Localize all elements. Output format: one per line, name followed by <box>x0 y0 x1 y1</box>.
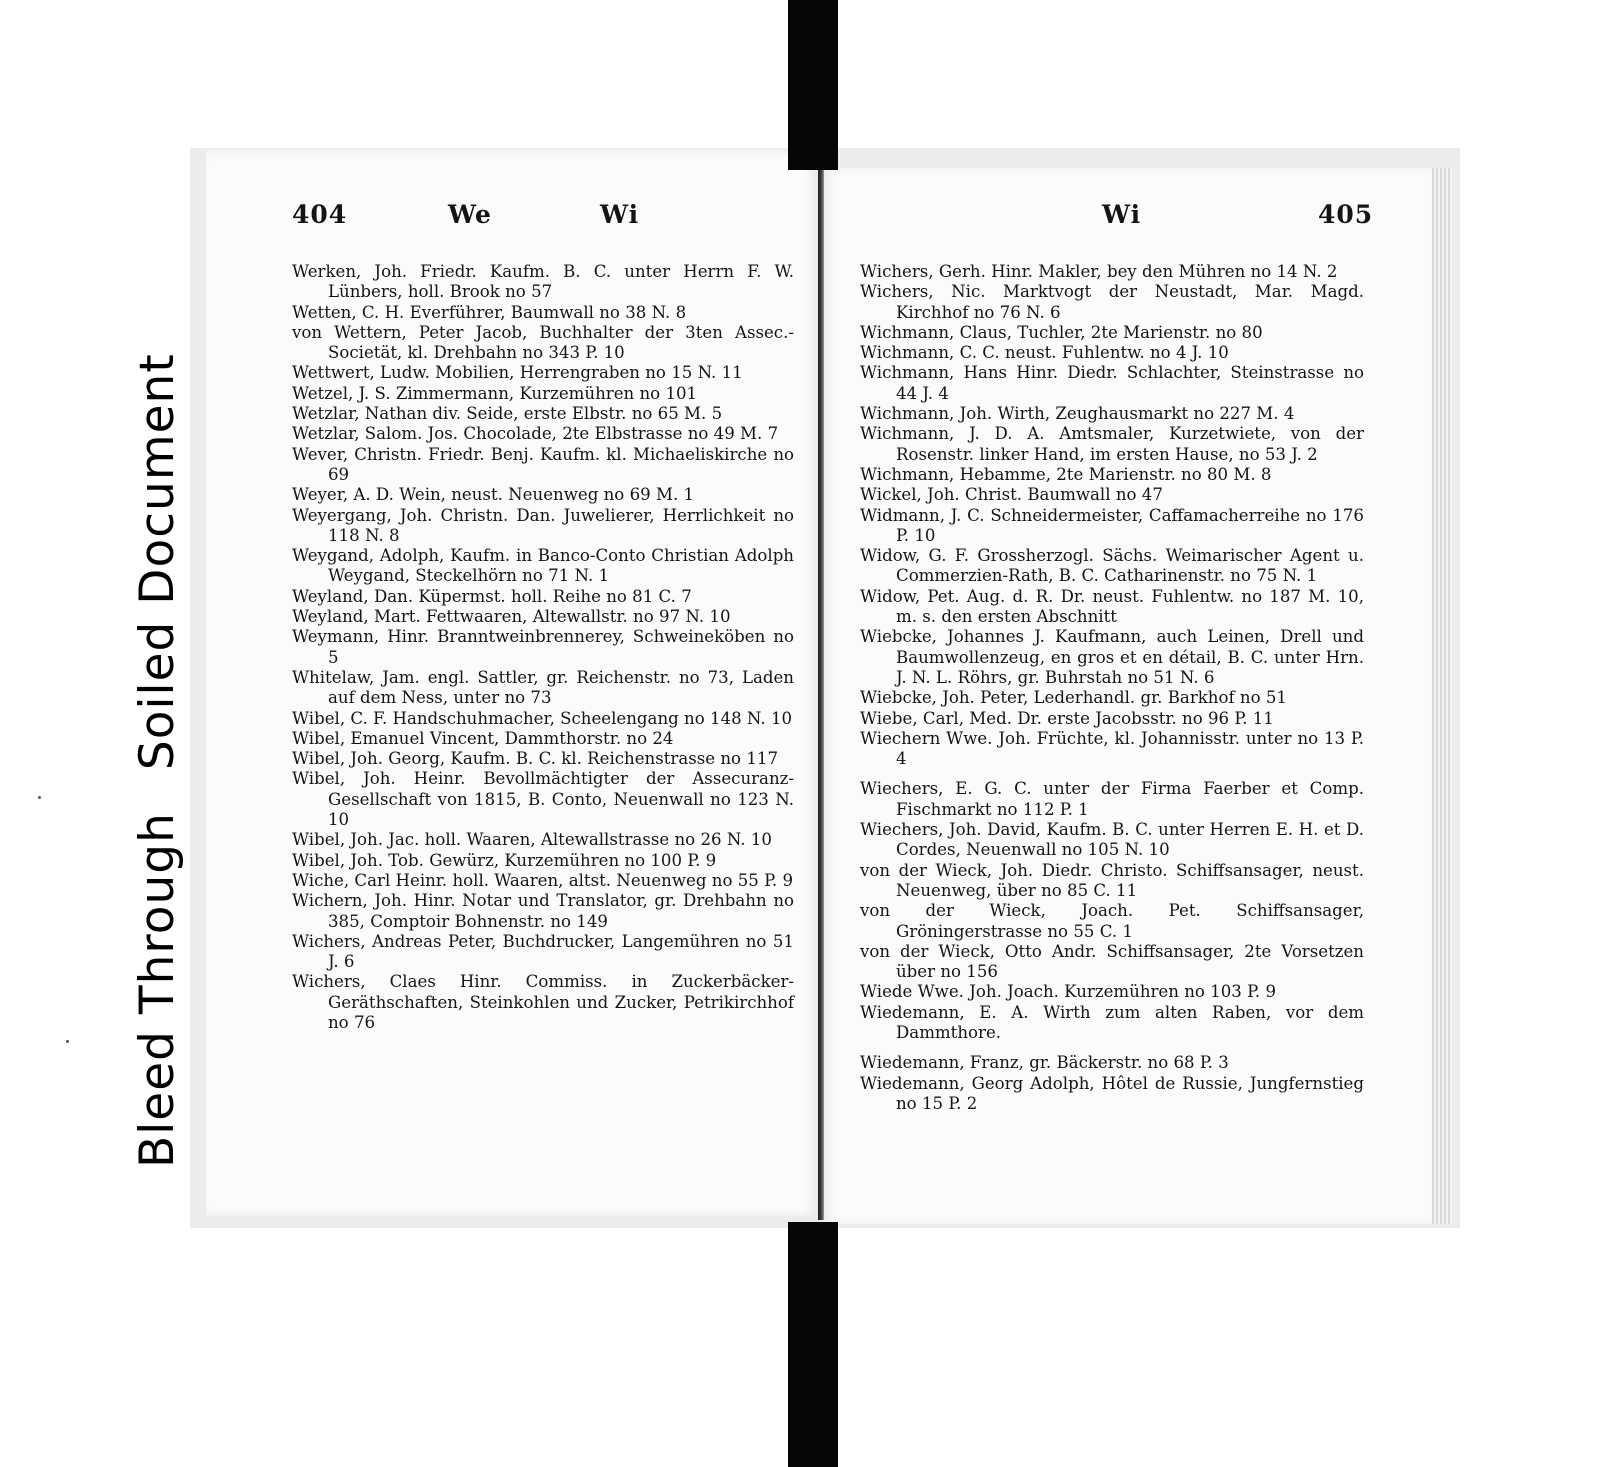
stamp-soiled-document: Soiled Document <box>130 353 185 771</box>
directory-entry: Wichmann, Hebamme, 2te Marienstr. no 80 M. 8 <box>860 464 1272 484</box>
scanner-clip-bottom <box>788 1222 838 1467</box>
scanner-clip-top <box>788 0 838 170</box>
directory-entry: Wettwert, Ludw. Mobilien, Herrengraben no 15 N. 11 <box>292 363 743 383</box>
directory-entry: Weyer, A. D. Wein, neust. Neuenweg no 69 M. 1 <box>292 485 695 505</box>
directory-entry: Wichers, Claes Hinr. Commiss. in Zuckerbäcker-Geräthschaften, Steinkohlen und Zucker, Petrikirchhof no 76 <box>292 972 794 1032</box>
bleed-through-soiled-stamp <box>130 168 186 1168</box>
directory-entry: Wetzel, J. S. Zimmermann, Kurzemühren no 101 <box>292 383 698 403</box>
directory-entry: Wichmann, Claus, Tuchler, 2te Marienstr. no 80 <box>860 322 1263 342</box>
directory-entry: von Wettern, Peter Jacob, Buchhalter der 3ten Assec.-Societät, kl. Drehbahn no 343 P. 10 <box>292 322 794 363</box>
left-page-number: 404 <box>292 200 348 229</box>
directory-entry: Wichers, Nic. Marktvogt der Neustadt, Mar. Magd. Kirchhof no 76 N. 6 <box>860 282 1364 322</box>
directory-entry: Wibel, Emanuel Vincent, Dammthorstr. no 24 <box>292 728 674 748</box>
directory-entry: Weyland, Mart. Fettwaaren, Altewallstr. no 97 N. 10 <box>292 607 731 627</box>
speck-mark <box>66 1040 69 1043</box>
directory-entry: Wiche, Carl Heinr. holl. Waaren, altst. Neuenweg no 55 P. 9 <box>292 870 794 890</box>
directory-entry: Wever, Christn. Friedr. Benj. Kaufm. kl. Michaeliskirche no 69 <box>292 444 794 484</box>
directory-entry: Wetten, C. H. Everführer, Baumwall no 38 N. 8 <box>292 302 687 322</box>
directory-entry: Wiede Wwe. Joh. Joach. Kurzemühren no 103 P. 9 <box>860 982 1277 1002</box>
directory-entry: Wiedemann, E. A. Wirth zum alten Raben, vor dem Dammthore. <box>860 1002 1364 1042</box>
book-gutter <box>818 170 824 1220</box>
right-page-header <box>860 200 1374 240</box>
directory-entry: Wetzlar, Salom. Jos. Chocolade, 2te Elbstrasse no 49 M. 7 <box>292 424 779 444</box>
directory-entry: Wibel, Joh. Georg, Kaufm. B. C. kl. Reichenstrasse no 117 <box>292 749 778 769</box>
left-header-wi: Wi <box>600 200 640 229</box>
speck-mark <box>38 796 41 799</box>
directory-entry: Wibel, Joh. Tob. Gewürz, Kurzemühren no 100 P. 9 <box>292 850 717 870</box>
directory-entry: Wichmann, J. D. A. Amtsmaler, Kurzetwiete, von der Rosenstr. linker Hand, im ersten Hause, no 53 J. 2 <box>860 424 1364 464</box>
left-header-we: We <box>448 200 492 229</box>
right-header-wi: Wi <box>1102 200 1142 229</box>
right-page-number: 405 <box>1318 200 1374 229</box>
directory-entry: Wiechern Wwe. Joh. Früchte, kl. Johannisstr. unter no 13 P. 4 <box>860 728 1364 769</box>
directory-entry: Wichmann, Hans Hinr. Diedr. Schlachter, Steinstrasse no 44 J. 4 <box>860 363 1364 403</box>
directory-entry: Wickel, Joh. Christ. Baumwall no 47 <box>860 485 1163 505</box>
directory-entry: Wiechers, E. G. C. unter der Firma Faerber et Comp. Fischmarkt no 112 P. 1 <box>860 779 1364 819</box>
directory-entry: Wiebe, Carl, Med. Dr. erste Jacobsstr. no 96 P. 11 <box>860 708 1274 728</box>
directory-entry: Wibel, Joh. Jac. holl. Waaren, Altewallstrasse no 26 N. 10 <box>292 830 772 850</box>
directory-entry: Wiechers, Joh. David, Kaufm. B. C. unter Herren E. H. et D. Cordes, Neuenwall no 105 N. 10 <box>860 820 1364 860</box>
directory-entry: Widmann, J. C. Schneidermeister, Caffamacherreihe no 176 P. 10 <box>860 505 1364 545</box>
directory-entry: Weyergang, Joh. Christn. Dan. Juwelierer, Herrlichkeit no 118 N. 8 <box>292 505 794 545</box>
directory-entry: von der Wieck, Joach. Pet. Schiffsansager, Gröningerstrasse no 55 C. 1 <box>860 901 1364 941</box>
stamp-label <box>130 168 186 1168</box>
left-page-header <box>292 200 792 240</box>
directory-entry: Widow, G. F. Grossherzogl. Sächs. Weimarischer Agent u. Commerzien-Rath, B. C. Catharinenstr. no 75 N. 1 <box>860 546 1364 586</box>
directory-entry: Wichers, Andreas Peter, Buchdrucker, Langemühren no 51 J. 6 <box>292 931 794 972</box>
directory-entry: Widow, Pet. Aug. d. R. Dr. neust. Fuhlentw. no 187 M. 10, m. s. den ersten Abschnitt <box>860 586 1364 627</box>
directory-entry: Wiedemann, Georg Adolph, Hôtel de Russie, Jungfernstieg no 15 P. 2 <box>860 1073 1364 1113</box>
directory-entry: Weygand, Adolph, Kaufm. in Banco-Conto Christian Adolph Weygand, Steckelhörn no 71 N. 1 <box>292 546 794 586</box>
directory-entry: Werken, Joh. Friedr. Kaufm. B. C. unter Herrn F. W. Lünbers, holl. Brook no 57 <box>292 262 794 302</box>
directory-entry: Wiebcke, Johannes J. Kaufmann, auch Leinen, Drell und Baumwollenzeug, en gros et en détail, B. C. unter Hrn. J. N. L. Röhrs, gr. Buhrstah no 51 N. 6 <box>860 627 1364 687</box>
directory-entry: Wichmann, Joh. Wirth, Zeughausmarkt no 227 M. 4 <box>860 404 1295 424</box>
directory-entry: Wiedemann, Franz, gr. Bäckerstr. no 68 P. 3 <box>860 1053 1229 1073</box>
directory-entry: Wichern, Joh. Hinr. Notar und Translator, gr. Drehbahn no 385, Comptoir Bohnenstr. no 149 <box>292 891 794 931</box>
left-entry-list <box>292 262 794 1033</box>
directory-entry: Wibel, Joh. Heinr. Bevollmächtigter der Assecuranz-Gesellschaft von 1815, B. Conto, Neuenwall no 123 N. 10 <box>292 769 794 830</box>
directory-entry: Weyland, Dan. Küpermst. holl. Reihe no 81 C. 7 <box>292 586 692 606</box>
page-edges <box>1432 168 1452 1224</box>
directory-entry: Wichers, Gerh. Hinr. Makler, bey den Mühren no 14 N. 2 <box>860 262 1338 281</box>
directory-entry: von der Wieck, Otto Andr. Schiffsansager, 2te Vorsetzen über no 156 <box>860 941 1364 982</box>
directory-entry: von der Wieck, Joh. Diedr. Christo. Schiffsansager, neust. Neuenweg, über no 85 C. 11 <box>860 860 1364 900</box>
directory-entry: Wichmann, C. C. neust. Fuhlentw. no 4 J. 10 <box>860 343 1229 363</box>
right-entry-list <box>860 262 1364 1114</box>
stamp-bleed-through: Bleed Through <box>130 812 185 1168</box>
directory-entry: Weymann, Hinr. Branntweinbrennerey, Schweineköben no 5 <box>292 627 794 667</box>
directory-entry: Whitelaw, Jam. engl. Sattler, gr. Reichenstr. no 73, Laden auf dem Ness, unter no 73 <box>292 667 794 708</box>
directory-entry: Wibel, C. F. Handschuhmacher, Scheelengang no 148 N. 10 <box>292 708 793 728</box>
directory-entry: Wiebcke, Joh. Peter, Lederhandl. gr. Barkhof no 51 <box>860 688 1287 708</box>
directory-entry: Wetzlar, Nathan div. Seide, erste Elbstr. no 65 M. 5 <box>292 404 723 424</box>
